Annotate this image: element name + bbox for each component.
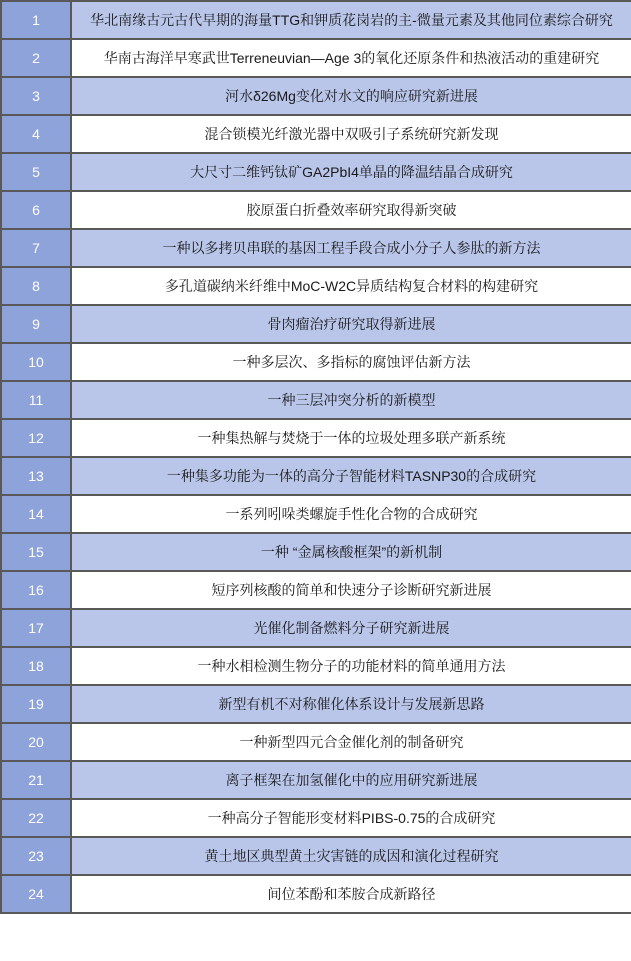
- row-title: 离子框架在加氢催化中的应用研究新进展: [71, 761, 631, 799]
- table-row: [1, 419, 631, 457]
- table-row: [1, 191, 631, 229]
- row-title: 混合锁模光纤激光器中双吸引子系统研究新发现: [71, 115, 631, 153]
- row-number: 23: [1, 837, 71, 875]
- row-number: 3: [1, 77, 71, 115]
- row-title: 大尺寸二维钙钛矿GA2PbI4单晶的降温结晶合成研究: [71, 153, 631, 191]
- row-number: 16: [1, 571, 71, 609]
- table-row: [1, 343, 631, 381]
- table-row: [1, 495, 631, 533]
- table-row: [1, 39, 631, 77]
- table-row: [1, 761, 631, 799]
- table-row: [1, 457, 631, 495]
- table-row: [1, 609, 631, 647]
- row-title: 黄土地区典型黄土灾害链的成因和演化过程研究: [71, 837, 631, 875]
- table-row: [1, 533, 631, 571]
- row-title: 一种集多功能为一体的高分子智能材料TASNP30的合成研究: [71, 457, 631, 495]
- row-number: 17: [1, 609, 71, 647]
- table-row: [1, 571, 631, 609]
- table-row: [1, 685, 631, 723]
- row-title: 一种 “金属核酸框架”的新机制: [71, 533, 631, 571]
- row-number: 15: [1, 533, 71, 571]
- table-row: [1, 1, 631, 39]
- row-title: 骨肉瘤治疗研究取得新进展: [71, 305, 631, 343]
- row-number: 1: [1, 1, 71, 39]
- row-number: 21: [1, 761, 71, 799]
- row-number: 8: [1, 267, 71, 305]
- row-title: 华北南缘古元古代早期的海量TTG和钾质花岗岩的主-微量元素及其他同位素综合研究: [71, 1, 631, 39]
- table-row: [1, 647, 631, 685]
- row-number: 7: [1, 229, 71, 267]
- row-title: 一系列吲哚类螺旋手性化合物的合成研究: [71, 495, 631, 533]
- table-row: [1, 153, 631, 191]
- row-number: 18: [1, 647, 71, 685]
- table-row: [1, 267, 631, 305]
- table-row: [1, 77, 631, 115]
- row-title: 河水δ26Mg变化对水文的响应研究新进展: [71, 77, 631, 115]
- row-title: 一种集热解与焚烧于一体的垃圾处理多联产新系统: [71, 419, 631, 457]
- table-body: [1, 1, 631, 913]
- table-row: [1, 875, 631, 913]
- table-row: [1, 115, 631, 153]
- row-number: 5: [1, 153, 71, 191]
- row-title: 短序列核酸的简单和快速分子诊断研究新进展: [71, 571, 631, 609]
- row-title: 多孔道碳纳米纤维中MoC-W2C异质结构复合材料的构建研究: [71, 267, 631, 305]
- table-row: [1, 305, 631, 343]
- row-title: 一种以多拷贝串联的基因工程手段合成小分子人参肽的新方法: [71, 229, 631, 267]
- row-number: 12: [1, 419, 71, 457]
- row-number: 6: [1, 191, 71, 229]
- row-number: 22: [1, 799, 71, 837]
- row-title: 胶原蛋白折叠效率研究取得新突破: [71, 191, 631, 229]
- row-number: 13: [1, 457, 71, 495]
- row-title: 一种多层次、多指标的腐蚀评估新方法: [71, 343, 631, 381]
- row-title: 一种水相检测生物分子的功能材料的简单通用方法: [71, 647, 631, 685]
- row-number: 14: [1, 495, 71, 533]
- row-number: 11: [1, 381, 71, 419]
- row-title: 间位苯酚和苯胺合成新路径: [71, 875, 631, 913]
- table-row: [1, 381, 631, 419]
- table-row: [1, 229, 631, 267]
- table-row: [1, 837, 631, 875]
- table-row: [1, 799, 631, 837]
- row-number: 20: [1, 723, 71, 761]
- row-number: 9: [1, 305, 71, 343]
- row-title: 一种新型四元合金催化剂的制备研究: [71, 723, 631, 761]
- row-title: 华南古海洋早寒武世Terreneuvian—Age 3的氧化还原条件和热液活动的重建研究: [71, 39, 631, 77]
- row-title: 一种三层冲突分析的新模型: [71, 381, 631, 419]
- row-number: 10: [1, 343, 71, 381]
- row-number: 19: [1, 685, 71, 723]
- row-number: 24: [1, 875, 71, 913]
- row-title: 新型有机不对称催化体系设计与发展新思路: [71, 685, 631, 723]
- row-title: 一种高分子智能形变材料PIBS-0.75的合成研究: [71, 799, 631, 837]
- table-row: [1, 723, 631, 761]
- row-title: 光催化制备燃料分子研究新进展: [71, 609, 631, 647]
- row-number: 4: [1, 115, 71, 153]
- row-number: 2: [1, 39, 71, 77]
